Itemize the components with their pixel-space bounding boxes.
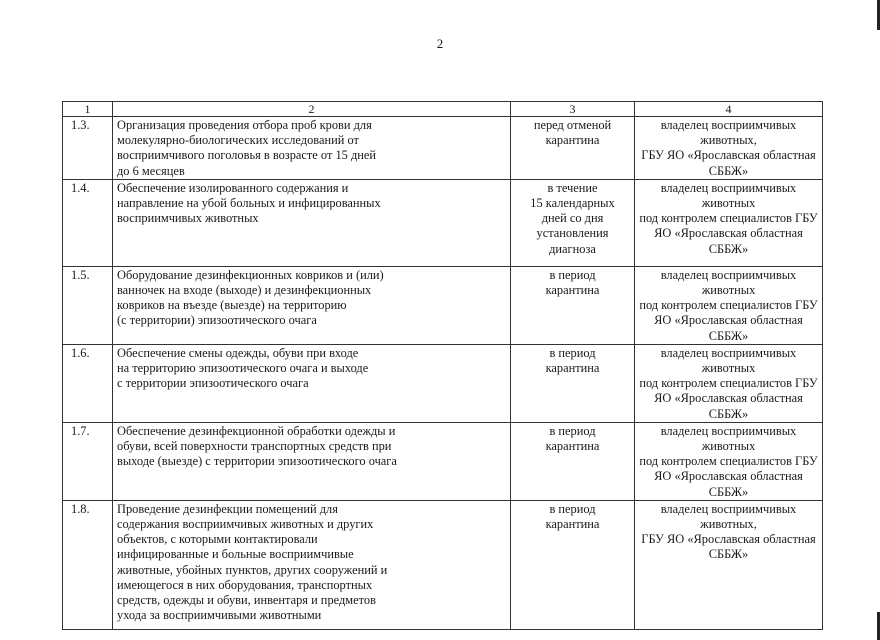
- column-header: 3: [511, 102, 635, 117]
- term-cell: в период карантина: [511, 266, 635, 344]
- item-number: 1.5.: [63, 266, 113, 344]
- term-cell: перед отменой карантина: [511, 117, 635, 180]
- responsible-cell: владелец восприимчивых животных, ГБУ ЯО «Ярославская областная СББЖ»: [635, 117, 823, 180]
- column-header: 1: [63, 102, 113, 117]
- table-row: [63, 500, 823, 629]
- page-number: 2: [436, 36, 444, 51]
- responsible-cell: владелец восприимчивых животных под контролем специалистов ГБУ ЯО «Ярославская областная СББЖ»: [635, 344, 823, 422]
- term-cell: в течение 15 календарных дней со дня установления диагноза: [511, 179, 635, 266]
- item-number: 1.3.: [63, 117, 113, 180]
- table-row: [63, 344, 823, 422]
- item-number: 1.8.: [63, 500, 113, 629]
- table-header-row: [63, 102, 823, 117]
- action-cell: Обеспечение дезинфекционной обработки одежды и обуви, всей поверхности транспортных средств при выходе (выезде) с территории эпизоотического очага: [113, 422, 511, 500]
- action-cell: Обеспечение смены одежды, обуви при входе на территорию эпизоотического очага и выходе с территории эпизоотического очага: [113, 344, 511, 422]
- term-cell: в период карантина: [511, 500, 635, 629]
- responsible-cell: владелец восприимчивых животных, ГБУ ЯО «Ярославская областная СББЖ»: [635, 500, 823, 629]
- responsible-cell: владелец восприимчивых животных под контролем специалистов ГБУ ЯО «Ярославская областная СББЖ»: [635, 179, 823, 266]
- table-row: [63, 266, 823, 344]
- measures-table: [62, 101, 823, 630]
- item-number: 1.6.: [63, 344, 113, 422]
- item-number: 1.4.: [63, 179, 113, 266]
- action-cell: Обеспечение изолированного содержания и направление на убой больных и инфицированных восприимчивых животных: [113, 179, 511, 266]
- responsible-cell: владелец восприимчивых животных под контролем специалистов ГБУ ЯО «Ярославская областная СББЖ»: [635, 422, 823, 500]
- table-row: [63, 422, 823, 500]
- term-cell: в период карантина: [511, 422, 635, 500]
- table-row: [63, 179, 823, 266]
- column-header: 4: [635, 102, 823, 117]
- term-cell: в период карантина: [511, 344, 635, 422]
- column-header: 2: [113, 102, 511, 117]
- item-number: 1.7.: [63, 422, 113, 500]
- action-cell: Оборудование дезинфекционных ковриков и (или) ванночек на входе (выходе) и дезинфекционных ковриков на въезде (выезде) на территорию (с территории) эпизоотического очага: [113, 266, 511, 344]
- responsible-cell: владелец восприимчивых животных под контролем специалистов ГБУ ЯО «Ярославская областная СББЖ»: [635, 266, 823, 344]
- action-cell: Организация проведения отбора проб крови для молекулярно-биологических исследований от восприимчивого поголовья в возрасте от 15 дней до 6 месяцев: [113, 117, 511, 180]
- table-row: [63, 117, 823, 180]
- action-cell: Проведение дезинфекции помещений для содержания восприимчивых животных и других объектов, с которыми контактировали инфицированные и больные восприимчивые животные, убойных пунктов, других сооружений и имеющегося в них оборудования, транспортных средств, одежды и обуви, инвентаря и предметов ухода за восприимчивыми животными: [113, 500, 511, 629]
